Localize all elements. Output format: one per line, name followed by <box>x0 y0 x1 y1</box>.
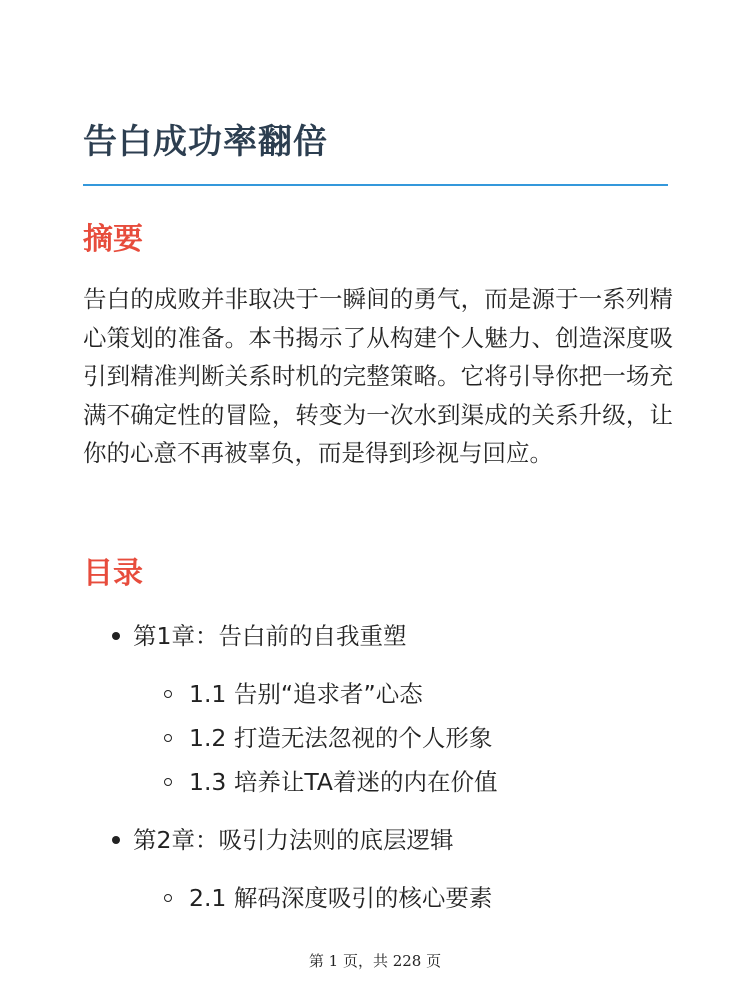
section-bullet-icon <box>164 734 172 742</box>
document-title: 告白成功率翻倍 <box>83 122 328 162</box>
section-bullet-icon <box>164 778 172 786</box>
toc-section-1-3[interactable]: 1.3 培养让TA着迷的内在价值 <box>189 768 498 796</box>
summary-heading: 摘要 <box>83 222 143 257</box>
toc-section-1-1[interactable]: 1.1 告别“追求者”心态 <box>189 680 423 708</box>
toc-chapter-2[interactable]: 第2章：吸引力法则的底层逻辑 <box>133 826 454 854</box>
section-bullet-icon <box>164 690 172 698</box>
toc-section-1-2[interactable]: 1.2 打造无法忽视的个人形象 <box>189 724 493 752</box>
chapter-bullet-icon <box>112 632 120 640</box>
toc-section-2-1[interactable]: 2.1 解码深度吸引的核心要素 <box>189 884 493 912</box>
section-bullet-icon <box>164 894 172 902</box>
title-divider <box>83 184 668 186</box>
chapter-bullet-icon <box>112 836 120 844</box>
summary-paragraph: 告白的成败并非取决于一瞬间的勇气，而是源于一系列精心策划的准备。本书揭示了从构建个人魅力、创造深度吸引到精准判断关系时机的完整策略。它将引导你把一场充满不确定性的冒险，转变为一次水到渠成的关系升级，让你的心意不再被辜负，而是得到珍视与回应。 <box>83 285 673 467</box>
toc-chapter-1[interactable]: 第1章：告白前的自我重塑 <box>133 622 407 650</box>
page-number: 第 1 页，共 228 页 <box>308 952 442 970</box>
toc-heading: 目录 <box>83 556 143 591</box>
